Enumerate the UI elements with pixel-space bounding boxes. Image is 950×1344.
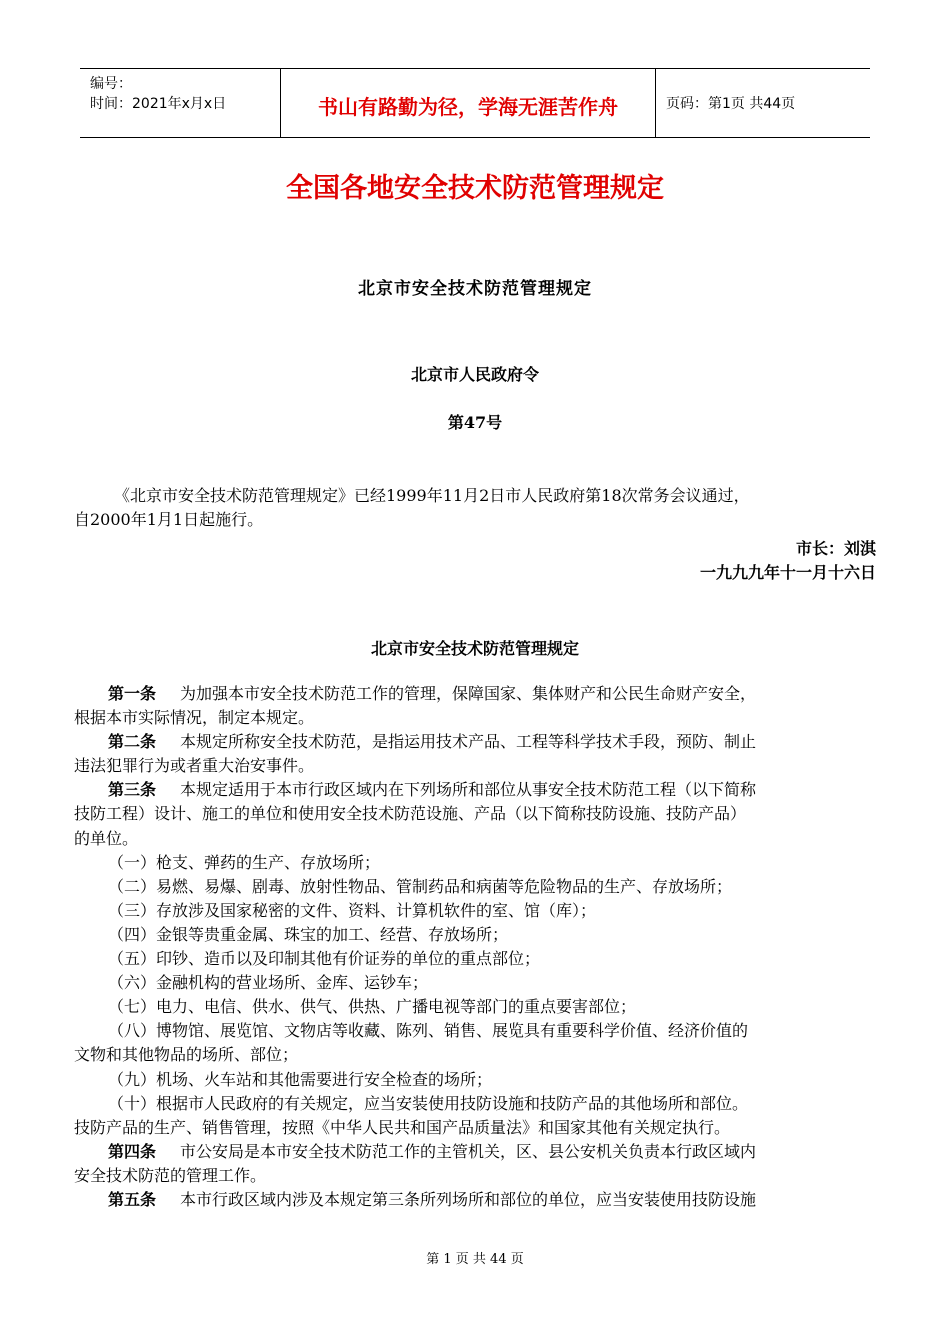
signing-date: 一九九九年十一月十六日 (699, 563, 876, 582)
article-5-line-1: 第五条 本市行政区域内涉及本规定第三条所列场所和部位的单位，应当安装使用技防设施 (108, 1189, 757, 1209)
article-4-line-1: 第四条 市公安局是本市安全技术防范工作的主管机关，区、县公安机关负责本行政区域内 (108, 1141, 757, 1161)
intro-line-1: 《北京市安全技术防范管理规定》已经1999年11月2日市人民政府第18次常务会议通过， (114, 486, 750, 505)
article-2-line-1: 第二条 本规定所称安全技术防范，是指运用技术产品、工程等科学技术手段，预防、制止 (108, 732, 757, 752)
intro-line-2: 自2000年1月1日起施行。 (74, 510, 264, 529)
article-3-label: 第三条 (108, 780, 157, 800)
list-item: （八）博物馆、展览馆、文物店等收藏、陈列、销售、展览具有重要科学价值、经济价值的 (108, 1021, 749, 1041)
article-2-label: 第二条 (108, 732, 157, 752)
articles-body (74, 682, 880, 1212)
article-1-line-1: 第一条 为加强本市安全技术防范工作的管理，保障国家、集体财产和公民生命财产安全， (108, 684, 757, 703)
article-4-line-2: 安全技术防范的管理工作。 (74, 1165, 267, 1185)
decree-title: 北京市人民政府令 (410, 365, 539, 384)
page-footer: 第 1 页 共 44 页 (426, 1252, 524, 1267)
list-item: （三）存放涉及国家秘密的文件、资料、计算机软件的室、馆（库）； (108, 900, 597, 920)
article-5-label: 第五条 (108, 1189, 157, 1209)
list-item: （六）金融机构的营业场所、金库、运钞车； (108, 973, 429, 993)
list-item: （二）易燃、易爆、剧毒、放射性物品、管制药品和病菌等危险物品的生产、存放场所； (108, 876, 733, 896)
page-title: 全国各地安全技术防范管理规定 (286, 173, 664, 204)
product-management-line: 技防产品的生产、销售管理，按照《中华人民共和国产品质量法》和国家其他有关规定执行。 (74, 1117, 731, 1137)
list-item: （四）金银等贵重金属、珠宝的加工、经营、存放场所； (108, 924, 509, 944)
header-motto-cell (280, 69, 656, 137)
regulation-title: 北京市安全技术防范管理规定 (358, 279, 592, 299)
article-4-label: 第四条 (108, 1141, 157, 1161)
list-item: （五）印钞、造币以及印制其他有价证券的单位的重点部位； (108, 949, 541, 969)
decree-number: 第47号 (447, 413, 503, 432)
time-label: 时间：2021年x月x日 (90, 96, 227, 112)
list-item: （九）机场、火车站和其他需要进行安全检查的场所； (108, 1069, 493, 1089)
header-table (80, 68, 870, 138)
signature: 市长：刘淇 (795, 539, 876, 558)
article-3-line-3: 的单位。 (74, 828, 139, 848)
header-left-cell (80, 69, 280, 137)
article-1-label: 第一条 (108, 684, 157, 703)
list-item: （一）枪支、弹药的生产、存放场所； (108, 852, 381, 872)
article-2-line-2: 违法犯罪行为或者重大治安事件。 (74, 756, 315, 776)
article-3-line-2: 技防工程）设计、施工的单位和使用安全技术防范设施、产品（以下简称技防设施、技防产品） (74, 804, 747, 824)
list-item: （十）根据市人民政府的有关规定，应当安装使用技防设施和技防产品的其他场所和部位。 (108, 1093, 749, 1113)
list-item: （七）电力、电信、供水、供气、供热、广播电视等部门的重点要害部位； (108, 997, 637, 1017)
header-right-cell (656, 69, 870, 137)
section-title: 北京市安全技术防范管理规定 (370, 639, 579, 658)
motto: 书山有路勤为径，学海无涯苦作舟 (318, 95, 618, 119)
article-1-line-2: 根据本市实际情况，制定本规定。 (74, 708, 315, 728)
list-item-continuation: 文物和其他物品的场所、部位； (74, 1045, 299, 1065)
article-3-line-1: 第三条 本规定适用于本市行政区域内在下列场所和部位从事安全技术防范工程（以下简称 (108, 780, 757, 800)
intro-paragraph (74, 484, 878, 532)
number-label: 编号： (90, 76, 132, 92)
page-label: 页码：第1页 共44页 (666, 96, 796, 112)
